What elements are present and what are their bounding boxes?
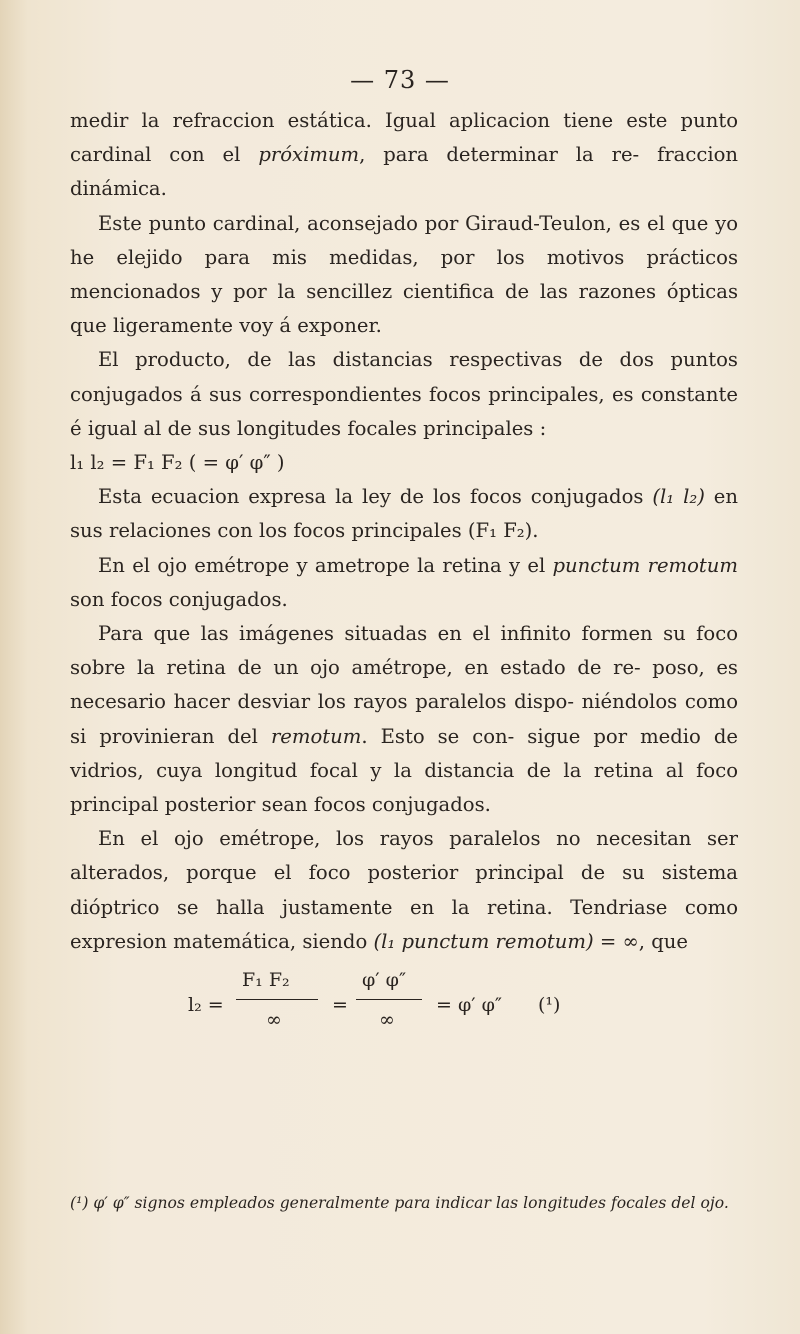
footnote: (¹) φ′ φ″ signos empleados generalmente para indicar las longitudes focales del ojo. [70,1194,729,1212]
paragraph-1 [70,104,738,207]
paragraph-1-text: medir la refraccion estática. Igual aplicacion tiene este punto cardinal con el [70,109,738,167]
paragraph-6-text: Para que las imágenes situadas en el infinito formen su foco sobre la retina de un ojo amétrope, en estado de re- poso, es necesario hacer desviar los rayos paralelos dispo- niéndolos como si provinieran del [70,622,738,748]
fraction-bar-2 [356,999,422,1000]
paragraph-4-text: Esta ecuacion expresa la ley de los focos conjugados [98,485,644,509]
proximum-term: próximum [258,143,360,167]
paragraph-4-end: en sus relaciones con los focos principales (F₁ F₂). [70,485,739,543]
equation-2-numerator-1: F₁ F₂ [242,969,290,992]
paragraph-6-end: . Esto se con- sigue por medio de vidrios, cuya longitud focal y la distancia de la retina al foco principal posterior sean focos conjugados. [70,724,738,817]
paragraph-5 [70,549,738,617]
paragraph-5-text: En el ojo emétrope y ametrope la retina y el [98,553,546,577]
paragraph-5-end: son focos conjugados. [70,587,288,611]
equation-2-denominator-1: ∞ [266,1009,282,1032]
equation-2 [70,963,738,1039]
paragraph-1-end: , para determinar la re- fraccion dinámica. [70,143,738,201]
equation-1: l₁ l₂ = F₁ F₂ ( = φ′ φ″ ) [70,451,285,475]
paragraph-3: El producto, de las distancias respectivas de dos puntos conjugados á sus correspondientes focos principales, es constante é igual al de sus longitudes focales principales : [70,348,738,440]
equation-2-footnote-ref: (¹) [538,994,561,1017]
fraction-bar-1 [236,999,318,1000]
equation-2-numerator-2: φ′ φ″ [362,969,407,992]
paragraph-7-end: = ∞, que [599,929,689,953]
equation-2-denominator-2: ∞ [379,1009,395,1032]
equation-2-equals: = [332,994,348,1017]
paragraph-2: Este punto cardinal, aconsejado por Giraud-Teulon, es el que yo he elejido para mis medidas, por los motivos prácticos mencionados y por la sencillez cientifica de las razones ópticas que ligeramente voy á exponer. [70,211,738,338]
remotum-term: remotum [270,724,362,748]
paragraph-6 [70,617,738,822]
paragraph-7-text: En el ojo emétrope, los rayos paralelos no necesitan ser alterados, porque el foco posterior principal de su sistema dióptrico se halla justamente en la retina. Tendriase como expresion matemática, siendo [70,827,738,953]
page-number: — 73 — [350,66,450,94]
paragraph-7 [70,822,738,959]
punctum-remotum-term-2: (l₁ punctum remotum) [373,929,594,953]
equation-2-rhs: = φ′ φ″ [436,994,503,1017]
body-text [70,104,738,1039]
conjugate-foci-term: (l₁ l₂) [652,485,705,509]
punctum-remotum-term: punctum remotum [552,553,739,577]
equation-2-lhs: l₂ = [188,994,224,1017]
paragraph-4 [70,480,738,548]
